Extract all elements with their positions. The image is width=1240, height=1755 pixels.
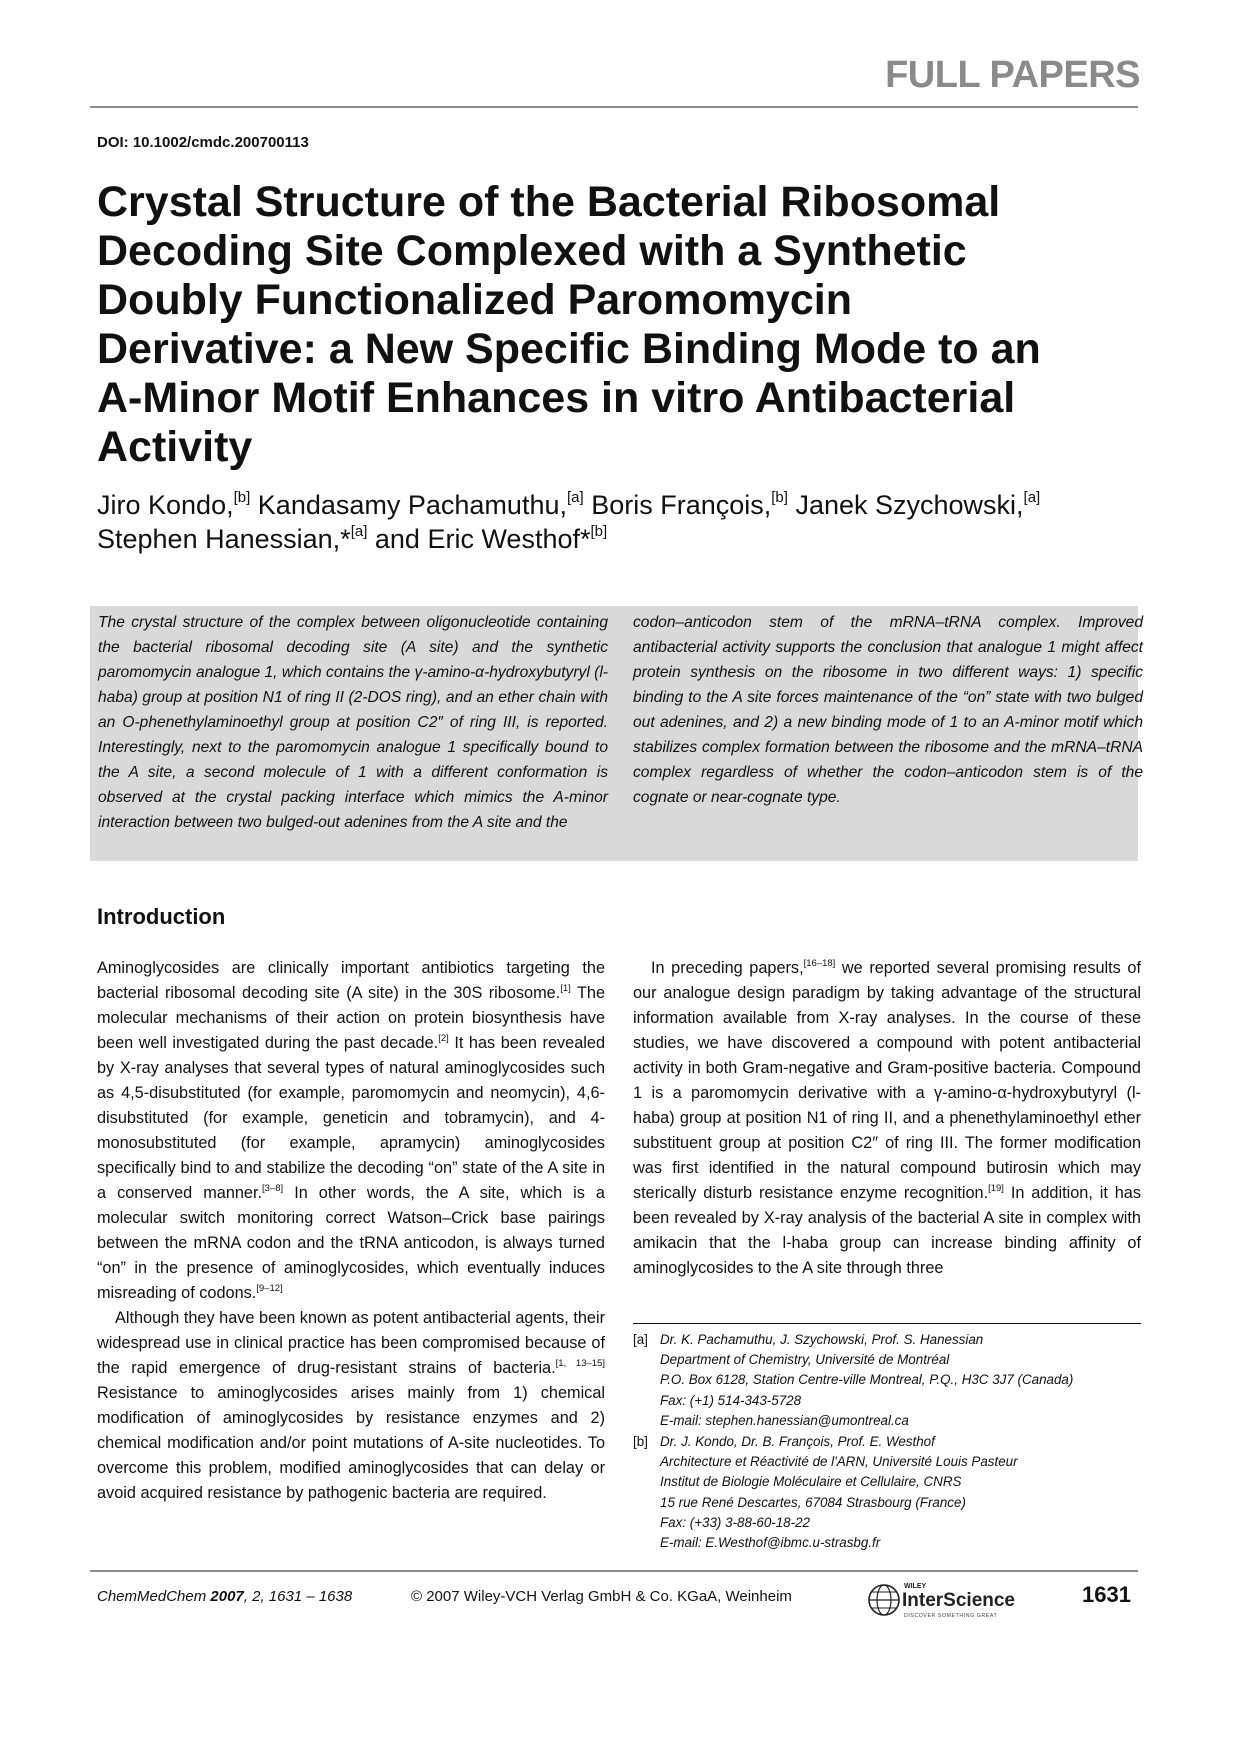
- affiliation-mark: [b]: [233, 489, 251, 506]
- footnote-line: Department of Chemistry, Université de Montréal: [660, 1352, 950, 1368]
- citation-ref[interactable]: [2]: [438, 1033, 449, 1044]
- footnote-mark: [a]: [633, 1332, 648, 1347]
- title-line: Decoding Site Complexed with a Synthetic: [97, 227, 967, 275]
- logo-wiley-text: WILEY: [904, 1583, 927, 1590]
- interscience-logo: [862, 1579, 1042, 1621]
- journal-name: ChemMedChem: [97, 1588, 207, 1605]
- author-name: Janek Szychowski,: [795, 490, 1024, 520]
- author-list: [97, 488, 1157, 556]
- footnote-line: Fax: (+33) 3-88-60-18-22: [660, 1514, 810, 1530]
- header-divider: [90, 106, 1138, 108]
- page-number: 1631: [1082, 1582, 1131, 1607]
- title-line: Activity: [97, 423, 253, 471]
- citation-ref[interactable]: [9–12]: [256, 1283, 283, 1294]
- citation-ref[interactable]: [1, 13–15]: [555, 1358, 605, 1369]
- title-line: Derivative: a New Specific Binding Mode to an: [97, 325, 1041, 373]
- title-line: Crystal Structure of the Bacterial Ribosomal: [97, 178, 1001, 226]
- footnote-line: P.O. Box 6128, Station Centre-ville Montreal, P.Q., H3C 3J7 (Canada): [660, 1372, 1074, 1388]
- footnote-email[interactable]: E-mail: stephen.hanessian@umontreal.ca: [660, 1412, 909, 1428]
- logo-brand-text: InterScience: [902, 1590, 1015, 1611]
- author-name: Stephen Hanessian,*: [97, 524, 351, 554]
- journal-volume-pages: , 2, 1631 – 1638: [243, 1588, 353, 1605]
- body-paragraph: Although they have been known as potent antibacterial agents, their widespread use in clinical practice has been compromised because of the rapid emergence of drug-resistant strains of bacteria.[1, 13–15] Resistance to aminoglycosides arises mainly from 1) chemical modification of aminoglycosides by resistance enzymes and 2) chemical modification and/or point mutations of A-site nucleotides. To overcome this problem, modified aminoglycosides that can delay or avoid acquired resistance by pathogenic bacteria are required.: [97, 1309, 605, 1502]
- footnote-text: [660, 1432, 1141, 1553]
- body-column-left: [97, 956, 605, 1506]
- affiliation-mark: [a]: [1023, 489, 1041, 506]
- journal-year: 2007: [210, 1588, 244, 1605]
- body-paragraph: Aminoglycosides are clinically important antibiotics targeting the bacterial ribosomal decoding site (A site) in the 30S ribosome.[1] The molecular mechanisms of their action on protein biosynthesis have been well investigated during the past decade.[2] It has been revealed by X-ray analyses that several types of natural aminoglycosides such as 4,5-disubstituted (for example, paromomycin and neomycin), 4,6-disubstituted (for example, geneticin and tobramycin), and 4-monosubstituted (for example, apramycin) aminoglycosides specifically bind to and stabilize the decoding “on” state of the A site in a conserved manner.[3–8] In other words, the A site, which is a molecular switch monitoring correct Watson–Crick base pairings between the mRNA codon and the tRNA anticodon, is always turned “on” in the presence of aminoglycosides, which eventually induces misreading of codons.[9–12]: [97, 959, 605, 1302]
- author-name: Jiro Kondo,: [97, 490, 234, 520]
- author-name: Boris François,: [591, 490, 772, 520]
- affiliation-mark: [b]: [771, 489, 788, 506]
- journal-citation: [97, 1588, 352, 1605]
- globe-icon: [869, 1585, 899, 1615]
- footer-divider: [90, 1570, 1138, 1572]
- footnote-line: Dr. K. Pachamuthu, J. Szychowski, Prof. S. Hanessian: [660, 1332, 984, 1347]
- affiliation-mark: [a]: [350, 523, 368, 540]
- footnote-mark: [b]: [633, 1434, 648, 1449]
- doi: DOI: 10.1002/cmdc.200700113: [97, 134, 309, 151]
- citation-ref[interactable]: [3–8]: [262, 1183, 284, 1194]
- footnote-line: Institut de Biologie Moléculaire et Cellulaire, CNRS: [660, 1474, 962, 1490]
- citation-ref[interactable]: [1]: [560, 983, 571, 994]
- affiliation-footnote-b: [633, 1432, 1141, 1553]
- title-line: Doubly Functionalized Paromomycin: [97, 276, 852, 324]
- citation-ref[interactable]: [19]: [988, 1183, 1004, 1194]
- section-label: FULL PAPERS: [885, 54, 1140, 96]
- affiliation-mark: [a]: [566, 489, 584, 506]
- citation-ref[interactable]: [16–18]: [803, 958, 836, 969]
- affiliation-footnote-a: [633, 1330, 1141, 1431]
- author-name: Kandasamy Pachamuthu,: [257, 490, 567, 520]
- footnote-line: Dr. J. Kondo, Dr. B. François, Prof. E. Westhof: [660, 1434, 935, 1449]
- logo-tagline: DISCOVER SOMETHING GREAT: [904, 1613, 998, 1619]
- body-paragraph: In preceding papers,[16–18] we reported several promising results of our analogue design paradigm by taking advantage of the structural information available from X-ray analyses. In the course of these studies, we have discovered a compound with potent antibacterial activity in both Gram-negative and Gram-positive bacteria. Compound 1 is a paromomycin derivative with a γ-amino-α-hydroxybutyryl (l-haba) group at position N1 of ring II, and a phenethylaminoethyl ether substituent group at position C2″ of ring III. The former modification was first identified in the natural compound butirosin which may sterically disturb resistance enzyme recognition.[19] In addition, it has been revealed by X-ray analysis of the bacterial A site in complex with amikacin that the l-haba group can increase binding affinity of aminoglycosides to the A site through three: [633, 958, 1141, 1277]
- author-name: and Eric Westhof*: [374, 524, 591, 554]
- title-line: A-Minor Motif Enhances in vitro Antibacterial: [97, 374, 1016, 422]
- abstract-text-left: The crystal structure of the complex between oligonucleotide containing the bacterial ribosomal decoding site (A site) and the synthetic paromomycin analogue 1, which contains the γ-amino-α-hydroxybutyryl (l-haba) group at position N1 of ring II (2-DOS ring), and an ether chain with an O-phenethylaminoethyl group at position C2″ of ring III, is reported. Interestingly, next to the paromomycin analogue 1 specifically bound to the A site, a second molecule of 1 with a different conformation is observed at the crystal packing interface which mimics the A-minor interaction between two bulged-out adenines from the A site and the: [98, 614, 608, 831]
- body-column-right: [633, 956, 1141, 1281]
- footnote-divider: [633, 1323, 1141, 1324]
- footnote-line: Architecture et Réactivité de l'ARN, Université Louis Pasteur: [660, 1454, 1018, 1470]
- footnote-line: 15 rue René Descartes, 67084 Strasbourg (France): [660, 1494, 966, 1510]
- article-title: [97, 178, 1157, 472]
- affiliation-mark: [b]: [590, 523, 608, 540]
- footnote-email[interactable]: E-mail: E.Westhof@ibmc.u-strasbg.fr: [660, 1535, 881, 1551]
- footnote-line: Fax: (+1) 514-343-5728: [660, 1392, 802, 1408]
- section-heading: Introduction: [97, 904, 226, 929]
- copyright-notice: © 2007 Wiley-VCH Verlag GmbH & Co. KGaA, Weinheim: [411, 1588, 792, 1605]
- abstract-text-right: codon–anticodon stem of the mRNA–tRNA complex. Improved antibacterial activity supports the conclusion that analogue 1 might affect protein synthesis on the ribosome in two different ways: 1) specific binding to the A site forces maintenance of the “on” state with two bulged out adenines, and 2) a new binding mode of 1 to an A-minor motif which stabilizes complex formation between the ribosome and the mRNA–tRNA complex regardless of whether the codon–anticodon stem is of the cognate or near-cognate type.: [633, 614, 1143, 806]
- footnote-text: [660, 1330, 1141, 1431]
